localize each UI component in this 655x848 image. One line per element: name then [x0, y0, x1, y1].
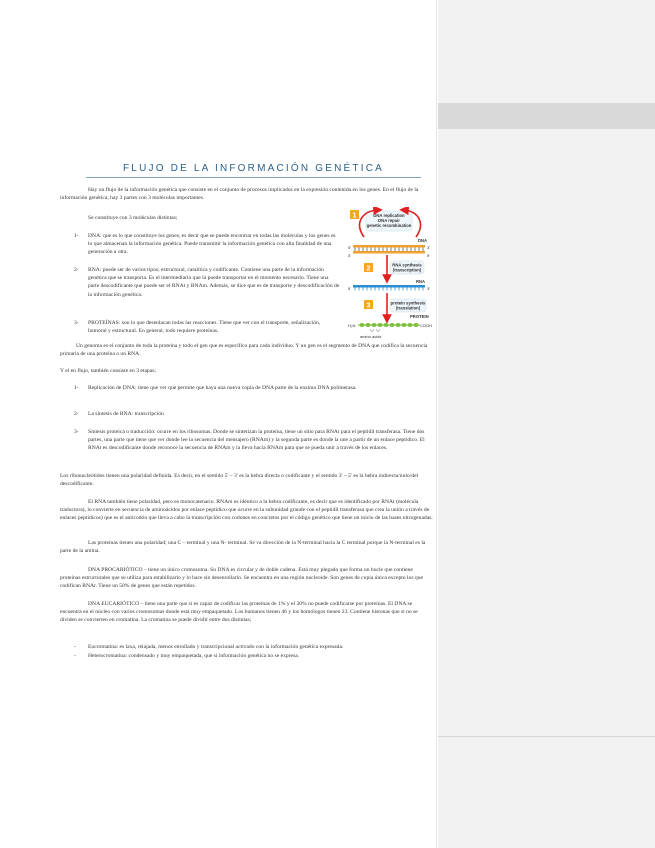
step-2-label-b: (transcription) — [392, 267, 422, 273]
bullet-dash: - — [74, 644, 76, 650]
molecule-number: 1- — [74, 233, 79, 239]
flow-intro: Y el en flujo, también consiste en 3 etapas; — [60, 368, 156, 374]
comment-sidebar-header — [438, 103, 655, 129]
stage-transcription: La síntesis de RNA: transcripción — [88, 411, 164, 417]
stage-translation: Síntesis proteica o traducción: ocurre en los ribosomas. Donde se sintetizan la proteína, tiene un sitio para RNAt para el peptidil transferasa. Tiene dos partes, una parte que tiene que ver donde lee la secuencia del mensajero (RNAm) y la segunda parte es donde la une a partir de un enlace peptídico. El RNAt es descodificante donde reconoce la secuencia de RNAm y la lleva hacia RNAm para que se pueda unir a través de los enlaces. — [88, 429, 425, 452]
rna-strand — [353, 285, 425, 288]
sidebar-divider — [438, 736, 655, 737]
amino-acid-pointer — [370, 329, 380, 332]
step-3-label-a: protein synthesis — [390, 300, 426, 306]
step-3-number: 3 — [366, 302, 371, 310]
page-edge — [436, 0, 437, 848]
cooh-label: COOH — [420, 323, 432, 328]
step-2-number: 2 — [366, 265, 371, 273]
intro-paragraph: Hay un flujo de la información genética que consiste en el conjunto de procesos implicados en la expresión contenida en los genes. En el flujo de la información genética, hay 3 partes con 3 moléculas importantes. — [60, 187, 419, 202]
step-3-label-b: (translation) — [395, 305, 421, 311]
step-2-label-a: RNA synthesis — [392, 262, 422, 268]
rna-bases — [355, 288, 423, 291]
protein-polarity-paragraph: Las proteínas tienen una polaridad; una C – terminal y una N- terminal. Se va dirección de la N-terminal hacia la C terminal porque la N-terminal es la parte de la amina. — [60, 540, 426, 555]
step-1-label-c: genetic recombination — [366, 223, 412, 228]
genome-paragraph: Un genoma es el conjunto de toda la proteína y todo el gen que es específico para cada individuo. Y un gen es el segmento de DNA que codifica la secuencia primaria de una proteína o un RNA. — [60, 343, 428, 358]
stage-number: 2- — [74, 411, 79, 417]
prime-label: 3' — [427, 286, 430, 291]
step-1-label-a: DNA replication — [373, 213, 405, 218]
stage-number: 3- — [74, 429, 79, 435]
document-title: FLUJO DE LA INFORMACIÓN GENÉTICA — [123, 163, 384, 174]
eukaryotic-paragraph: DNA EUCARIÓTICO – tiene una parte que si es capaz de codificar las proteínas de 1% y el 30% no puede codificarse por proteínas. El DNA se encuentra en el núcleo con varios cromosomas donde está muy empaquetado. Los humanos tienen 46 y los homólogos tienen 23. Contiene histonas que si no se dividen se convierten en cromatina. La cromatina se puede dividir entre dos distintas; — [60, 601, 418, 624]
molecule-proteins: PROTEÍNAS: son lo que desenlacan todas las reacciones. Tiene que ver con el transporte, señalización, humoral y estructural. En general, todo requiere proteínas. — [88, 320, 321, 335]
bullet-dash: - — [74, 653, 76, 659]
central-dogma-figure — [348, 207, 432, 342]
prime-label: 3' — [427, 245, 430, 250]
prokaryotic-paragraph: DNA PROCARIÓTICO – tiene un único cromosoma. Su DNA es circular y de doble cadena. Está muy plegado que forma un bucle que contiene proteínas estructurales que se utiliza para estabilizarlo y lo hace sin desenrollarlo. Se encuentra en una región nucleoide. Son genes de copia única excepto los que codifican RNAr. Tiene un 50% de genes que están repetidos. — [60, 567, 423, 590]
amino-acids-label: amino acids — [360, 334, 382, 339]
stage-number: 1- — [74, 385, 79, 391]
rna-paragraph: El RNA también tiene polaridad, pero es monocatenario. RNAm es idéntico a la hebra codificante, es decir que es identificado por RNAt (molécula traductora), lo convierte en secuencia de aminoácidos por enlace peptídico que ocurre en la subunidad grande con el peptidil transferasa que crea la unión a través de enlaces peptídicos) que es el anticodón que lleva a cabo la transcripción con codones en concretos por el código genético que tiene un inicio de las bases nitrogenadas. — [60, 499, 433, 522]
prime-label: 5' — [348, 286, 351, 291]
title-underline — [86, 177, 421, 178]
step-1-number: 1 — [352, 212, 357, 220]
heterochromatin-item: Heterocromatina: condensado y muy empaquetada, que si información genética no se expresa. — [88, 653, 300, 659]
dna-label: DNA — [418, 238, 428, 243]
stage-replication: Replicación de DNA: tiene que ver que permite que haya una nueva copia de DNA parte de la enzima DNA polimerasa. — [88, 385, 357, 391]
molecule-dna: DNA: que es lo que constituye los genes, es decir que se puede encontrar en todas las moléculas y los genes es lo que almacenan la información genética. Puede transmitir la información genética con alta finalidad de una generación a otra. — [88, 233, 336, 256]
dna-base-pairs — [355, 248, 423, 252]
molecule-number: 2- — [74, 267, 79, 273]
euchromatin-item: Eucromatina: es laxa, relajada, menos enrollado y transcripcional activado con la información genética expresada. — [88, 644, 344, 650]
molecule-rna: RNA: puede ser de varios tipos; estructural, catalítica y codificante. Contiene una parte de la información genética que se transporta. Es el intermediario que la puede transportar en el momento necesario. Tiene una parte descodificante que puede ser el RNAt y RNAm. Además, se dice que es de transporte y descodificación de la información genética. — [88, 267, 340, 298]
h2n-label: H₂N — [348, 323, 356, 328]
protein-label: PROTEIN — [410, 314, 429, 319]
molecule-number: 3- — [74, 320, 79, 326]
dna-strand-bottom — [353, 251, 425, 254]
prime-label: 3' — [348, 253, 351, 258]
rna-label: RNA — [416, 279, 426, 284]
step-1-label-b: DNA repair — [378, 218, 400, 223]
prime-label: 5' — [427, 253, 430, 258]
ribonucleotides-paragraph: Los ribonucleótidos tienen una polaridad definida. Es decir, en el sentido 5' – 3' es la hebra directa o codificante y el sentido 3' – 5' es la hebra indirecta/nulo/del descodificante. — [60, 473, 419, 488]
prime-label: 5' — [348, 245, 351, 250]
dna-strand-top — [353, 245, 425, 248]
molecules-intro: Se constituye con 3 moléculas distintas; — [88, 215, 178, 221]
